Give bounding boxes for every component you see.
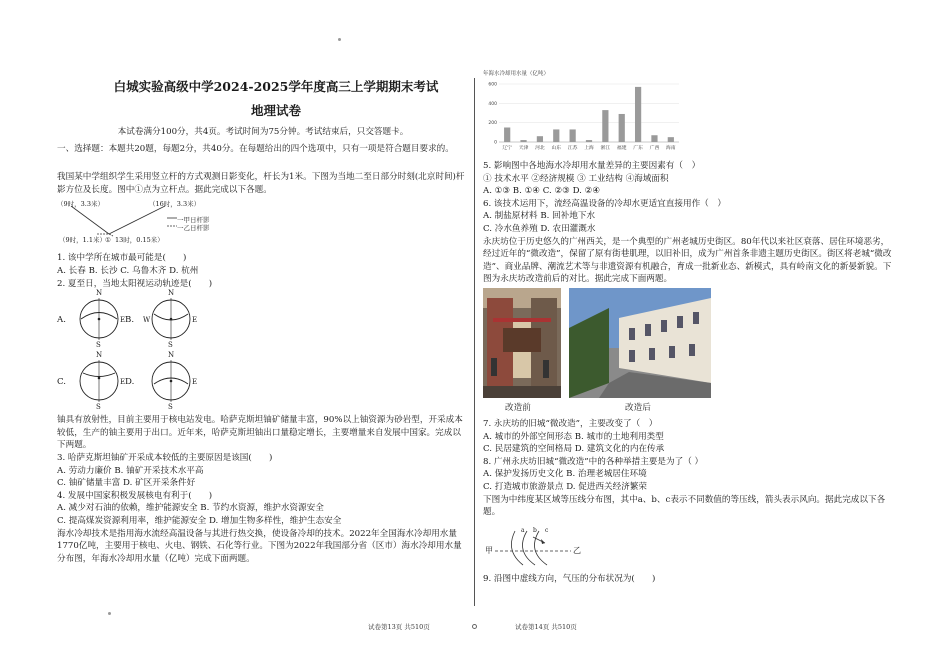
south-label: S	[96, 341, 101, 350]
x-tick-label: 上海	[584, 146, 594, 151]
bar-江苏	[570, 129, 576, 142]
seawater-chart	[483, 70, 893, 156]
x-tick-label: 浙江	[600, 146, 611, 151]
bar-浙江	[602, 110, 608, 142]
bar-河北	[537, 136, 543, 142]
question-4-options-2: C. 提高煤炭资源利用率，维护能源安全 D. 增加生物多样性，维护生态安全	[57, 515, 342, 526]
bar-辽宁	[504, 128, 510, 143]
globe-b	[141, 289, 201, 350]
question-3: 3. 哈萨克斯坦铀矿开采成本较低的主要原因是该国( )	[57, 452, 273, 463]
photo-comparison	[483, 288, 893, 416]
question-7: 7. 永庆坊的旧城“微改造”，主要改变了（ ）	[483, 418, 658, 429]
exam-title: 白城实验高级中学2024-2025学年度高三上学期期末考试	[113, 79, 439, 94]
question-1: 1. 该中学所在城市最可能是( )	[57, 253, 187, 264]
photo-before	[483, 288, 561, 398]
north-label: N	[168, 351, 175, 360]
label-9h-top: （9时，3.3米）	[57, 200, 104, 209]
caption-after: 改造后	[625, 402, 651, 413]
question-6-options-1: A. 制盐原材料 B. 回补地下水	[483, 211, 596, 222]
footer-right-page: 试卷第14页 共510页	[515, 623, 577, 631]
bar-chart-svg	[483, 80, 683, 156]
scan-dot	[338, 38, 341, 41]
y-tick-label: 200	[488, 121, 497, 127]
label-13h: 13时，0.15米）	[115, 236, 164, 245]
label-a: a	[521, 526, 525, 534]
north-label: N	[96, 289, 103, 298]
south-label: S	[168, 403, 173, 412]
photo-after-image	[569, 288, 711, 398]
photo-before-image	[483, 288, 561, 398]
label-b: b	[533, 526, 537, 534]
label-yi: 乙	[573, 545, 581, 555]
label-9h-bottom: （9时，1.1米）	[59, 236, 106, 245]
photo-after	[569, 288, 711, 398]
south-label: S	[168, 341, 173, 350]
question-7-options-2: C. 民居建筑的空间格局 D. 建筑文化的内在传承	[483, 444, 665, 455]
shadow-figure	[57, 198, 469, 246]
question-5-options: A. ①③ B. ①④ C. ②③ D. ②④	[483, 186, 601, 197]
passage-seawater: 海水冷却技术是指用海水流经高温设备与其进行热交换，使设备冷却的技术。2022年全国海水冷却用水量1770亿吨，主要用于核电、火电、钢铁、石化等行业。下图为2022年我国部分省（区市）海水冷却用水量分布图，年海水冷却用水量（亿吨）完成下面两题。	[57, 528, 462, 564]
y-tick-label: 0	[494, 140, 497, 146]
option-b-label: B.	[125, 315, 135, 326]
x-tick-label: 江苏	[567, 146, 578, 151]
sun-path-options	[57, 289, 469, 412]
north-label: N	[96, 351, 103, 360]
right-column	[483, 70, 893, 585]
question-6: 6. 该技术运用下，流经高温设备的冷却水更适宜直接用作（ ）	[483, 198, 726, 209]
x-tick-label: 广西	[649, 146, 660, 151]
label-jia: 甲	[485, 545, 493, 555]
x-tick-label: 天津	[518, 146, 529, 151]
globe-a	[69, 289, 129, 350]
question-3-options-2: C. 铀矿储量丰富 D. 矿区开采条件好	[57, 478, 196, 489]
north-label: N	[168, 289, 175, 298]
label-c: c	[545, 526, 549, 534]
isobar-figure	[483, 525, 893, 569]
question-3-options-1: A. 劳动力廉价 B. 铀矿开采技术水平高	[57, 465, 204, 476]
bar-天津	[520, 140, 526, 142]
question-6-options-2: C. 冷水鱼养殖 D. 农田灌溉水	[483, 223, 596, 234]
west-label: W	[143, 316, 151, 325]
legend-yi: 一乙日杆影	[177, 224, 210, 233]
passage-uranium: 铀具有放射性，目前主要用于核电站发电。哈萨克斯坦铀矿储量丰富，90%以上铀资源为砂岩型，开采成本较低，生产的铀主要用于出口。近年来，哈萨克斯坦铀出口量稳定增长，主要增量来自发展中国家。完成以下两题。	[57, 415, 463, 451]
option-d-label: D.	[125, 377, 135, 388]
passage-isobar: 下图为中纬度某区域等压线分布图，其中a、b、c表示不同数值的等压线，箭头表示风向。据此完成以下各题。	[483, 494, 886, 518]
question-5-items: ① 技术水平 ②经济规模 ③ 工业结构 ④海域面积	[483, 173, 669, 184]
passage-shadow: 我国某中学组织学生采用竖立杆的方式观测日影变化，杆长为1米。下图为当地二至日部分时刻(北京时间)杆影方位及长度。图中①点为立杆点。据此完成以下各题。	[57, 172, 465, 195]
x-tick-label: 海南	[666, 146, 676, 151]
caption-before: 改造前	[505, 402, 531, 413]
left-column	[57, 78, 469, 565]
x-tick-label: 辽宁	[502, 146, 512, 151]
option-c-label: C.	[57, 377, 67, 388]
section-heading: 一、选择题：本题共20题，每题2分，共40分。在每题给出的四个选项中，只有一项是符合题目要求的。	[57, 143, 454, 154]
label-16h: （16时，3.3米）	[149, 200, 201, 209]
south-label: S	[96, 403, 101, 412]
question-4-options-1: A. 减少对石油的依赖，维护能源安全 B. 节约水资源，维护水资源安全	[57, 503, 324, 514]
east-label: E	[192, 378, 198, 387]
question-8-options-1: A. 保护发扬历史文化 B. 治理老城居住环境	[483, 469, 647, 480]
question-8-options-2: C. 打造城市旅游景点 D. 促进西关经济繁荣	[483, 481, 648, 492]
legend-jia: 一甲日杆影	[177, 216, 210, 225]
x-tick-label: 福建	[616, 146, 627, 151]
question-9: 9. 沿图中虚线方向，气压的分布状况为( )	[483, 573, 656, 584]
point-marker: ①	[105, 236, 111, 245]
chart-title: 年海水冷却用水量（亿吨）	[483, 71, 550, 77]
x-tick-label: 山东	[551, 146, 562, 151]
bar-广西	[651, 135, 657, 142]
y-tick-label: 600	[488, 82, 497, 88]
x-tick-label: 河北	[535, 146, 545, 151]
globe-d	[141, 351, 201, 412]
y-tick-label: 400	[488, 101, 497, 107]
x-tick-label: 广东	[633, 146, 643, 151]
question-1-options: A. 长春 B. 长沙 C. 乌鲁木齐 D. 杭州	[57, 265, 199, 276]
bar-福建	[619, 114, 625, 142]
east-label: E	[120, 378, 126, 387]
footer-left-page: 试卷第13页 共510页	[368, 623, 430, 631]
question-8: 8. 广州永庆坊旧城“微改造”中的各种举措主要是为了（ ）	[483, 456, 704, 467]
exam-note: 本试卷满分100分，共4页。考试时间为75分钟。考试结束后，只交答题卡。	[117, 127, 409, 137]
bar-山东	[553, 129, 559, 142]
question-4: 4. 发展中国家积极发展核电有利于( )	[57, 490, 213, 501]
exam-subject: 地理试卷	[250, 103, 301, 118]
globe-c	[69, 351, 129, 412]
bar-广东	[635, 87, 641, 142]
scan-dot	[108, 612, 111, 615]
east-label: E	[120, 316, 126, 325]
column-divider	[474, 78, 475, 606]
bar-海南	[668, 137, 674, 142]
bar-上海	[586, 140, 592, 142]
east-label: E	[192, 316, 198, 325]
question-5: 5. 影响图中各地海水冷却用水量差异的主要因素有（ ）	[483, 161, 701, 171]
question-7-options-1: A. 城市的外部空间形态 B. 城市的土地利用类型	[483, 431, 664, 442]
option-a-label: A.	[57, 315, 66, 326]
question-2: 2. 夏至日，当地太阳视运动轨迹是( )	[57, 278, 213, 289]
center-mark	[472, 624, 477, 629]
passage-yongqingfang: 永庆坊位于历史悠久的广州西关，是一个典型的广州老城历史街区。80年代以来社区衰落、居住环境恶劣，经过近年的“微改造”，保留了原有街巷肌理，以旧补旧，成为广州首条非遗主题历史街区。街区将老城“微改造”、商业品牌、潮流艺术等与非遗资源有机融合，育成一批新业态、新模式，具有岭南文化的新晏新貌。下图为永庆坊改造前后的对比。据此完成下面两题。	[483, 236, 892, 285]
